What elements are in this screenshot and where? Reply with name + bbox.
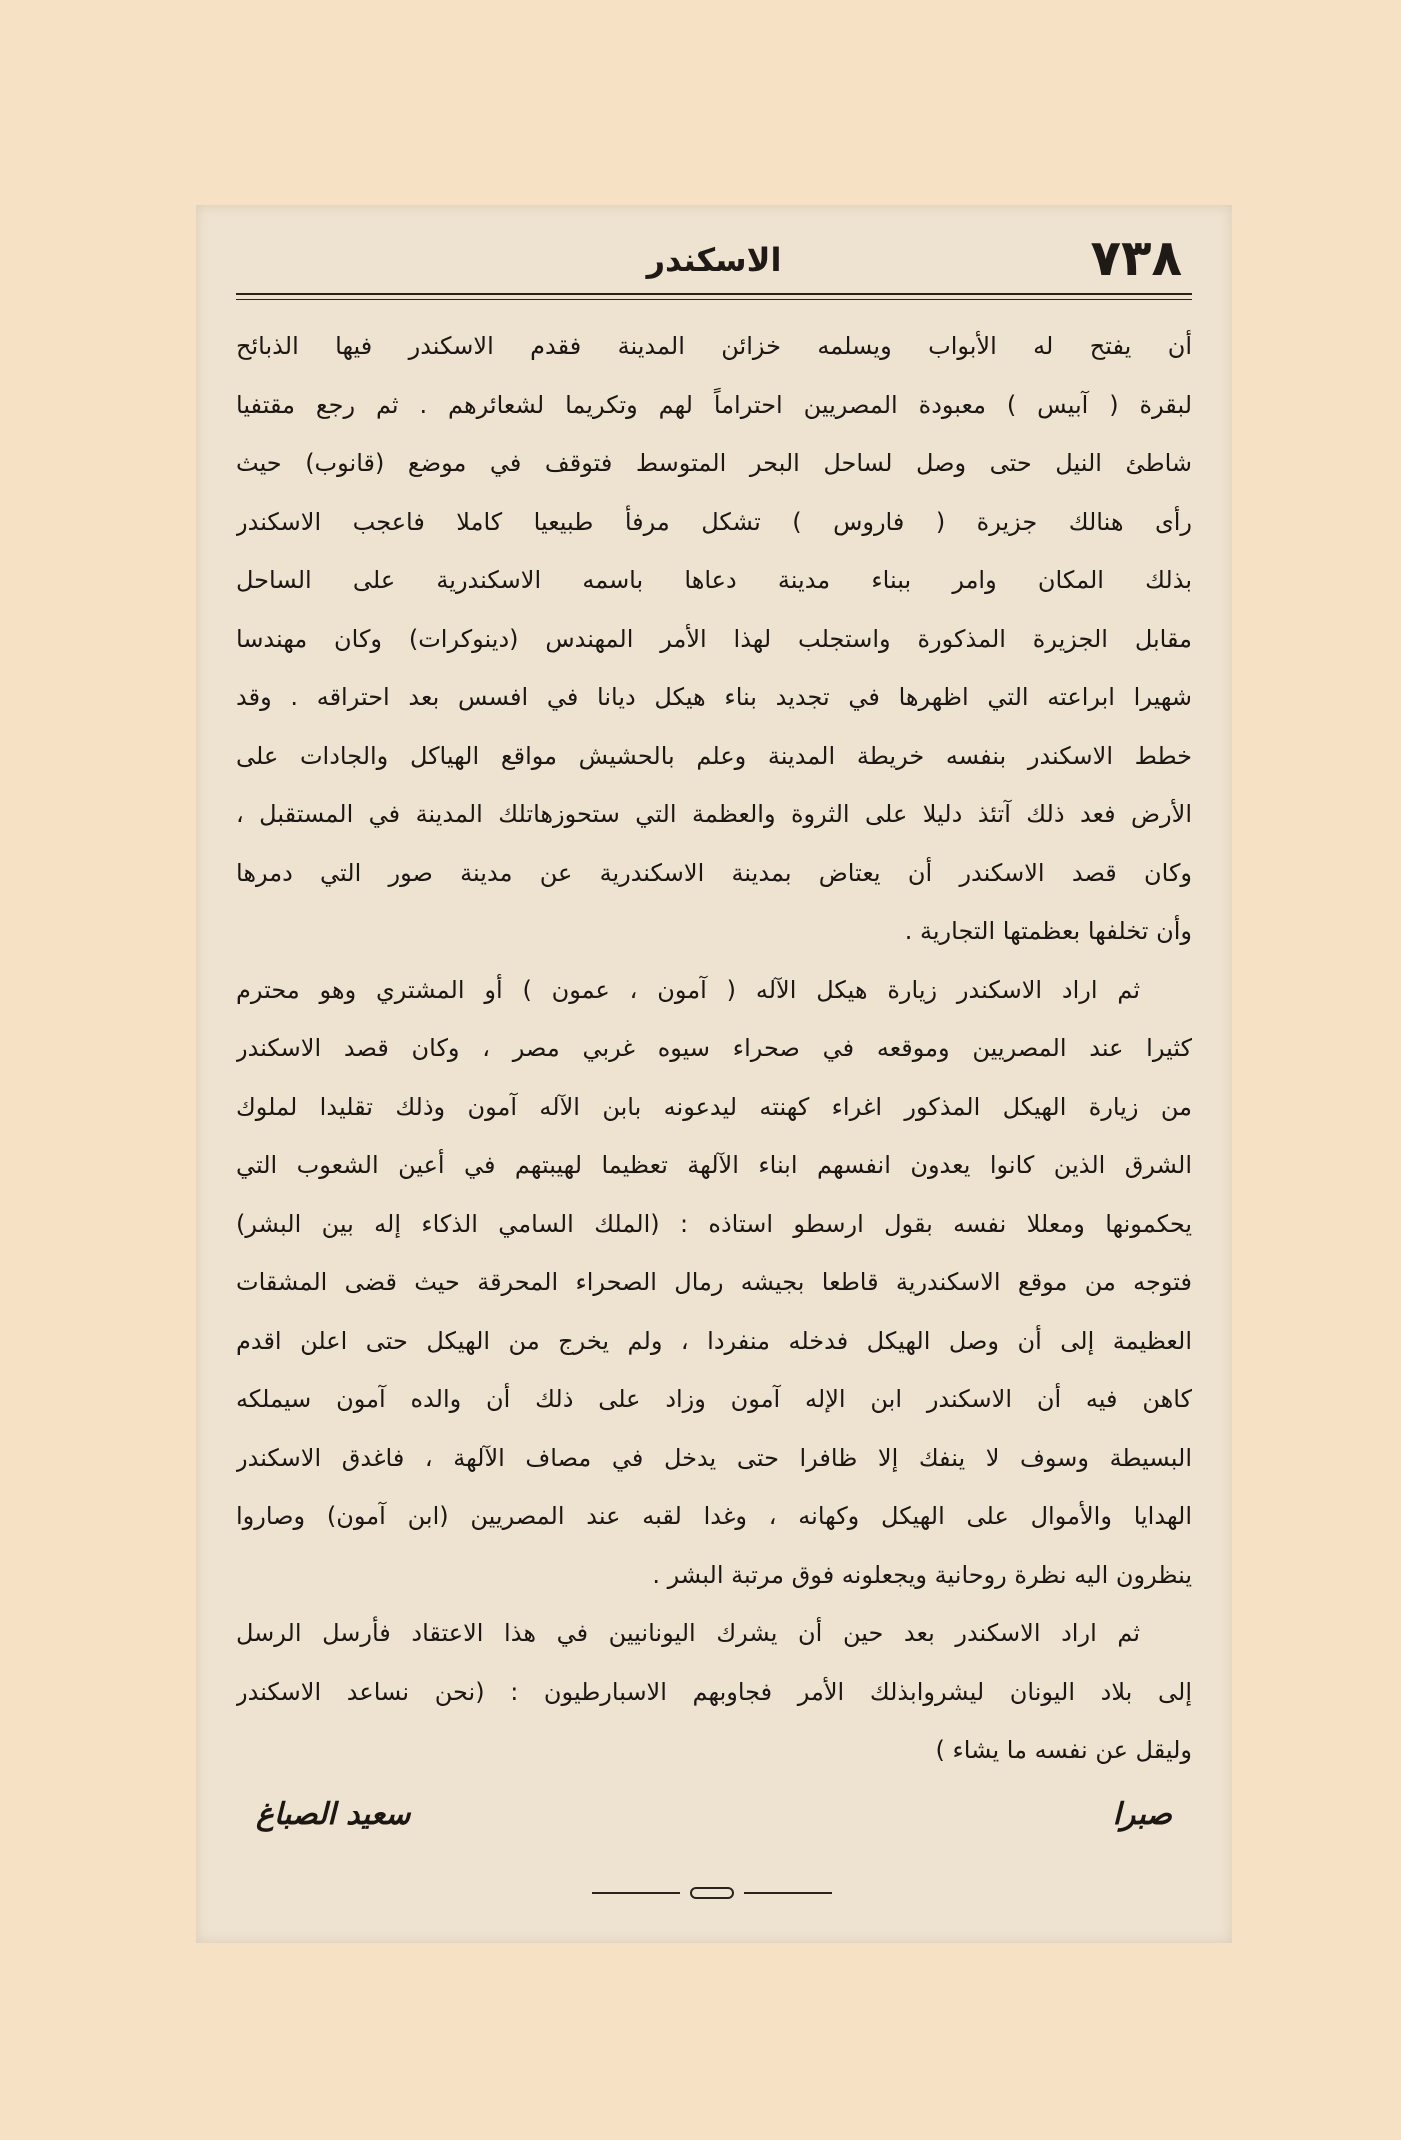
- running-title: الاسكندر: [646, 241, 782, 279]
- footer-ornament: [592, 1887, 832, 1899]
- text-line: كثيرا عند المصريين وموقعه في صحراء سيوه غربي مصر ، وكان قصد الاسكندر: [236, 1034, 1192, 1062]
- body-text: [236, 317, 1192, 1780]
- text-line: البسيطة وسوف لا ينفك إلا ظافرا حتى يدخل في مصاف الآلهة ، فاغدق الاسكندر: [236, 1443, 1192, 1472]
- text-line: شاطئ النيل حتى وصل لساحل البحر المتوسط فتوقف في موضع (قانوب) حيث: [236, 449, 1192, 477]
- text-line: وأن تخلفها بعظمتها التجارية .: [904, 917, 1192, 945]
- text-line: ينظرون اليه نظرة روحانية ويجعلونه فوق مرتبة البشر .: [652, 1560, 1192, 1589]
- author-signature: سعيد الصباغ: [256, 1797, 411, 1832]
- text-line: كاهن فيه أن الاسكندر ابن الإله آمون وزاد على ذلك أن والده آمون سيملكه: [236, 1385, 1192, 1413]
- continued-note: صبرا: [1112, 1797, 1172, 1832]
- text-line: من زيارة الهيكل المذكور اغراء كهنته ليدعونه بابن الآله آمون وذلك تقليدا لملوك: [236, 1092, 1192, 1121]
- book-page: [196, 205, 1232, 1943]
- text-line: رأى هنالك جزيرة ( فاروس ) تشكل مرفأ طبيعيا كاملا فاعجب الاسكندر: [236, 507, 1192, 536]
- signature-line: [256, 1797, 1172, 1857]
- text-line: مقابل الجزيرة المذكورة واستجلب لهذا الأمر المهندس (دينوكرات) وكان مهندسا: [236, 624, 1192, 653]
- text-line: ثم اراد الاسكندر بعد حين أن يشرك اليونانيين في هذا الاعتقاد فأرسل الرسل: [236, 1619, 1140, 1647]
- text-line: يحكمونها ومعللا نفسه بقول ارسطو استاذه : (الملك السامي الذكاء إله بين البشر): [236, 1209, 1192, 1238]
- header-rule: [236, 293, 1192, 300]
- text-line: وكان قصد الاسكندر أن يعتاض بمدينة الاسكندرية عن مدينة صور التي دمرها: [236, 858, 1192, 887]
- text-line: إلى بلاد اليونان ليشروابذلك الأمر فجاوبهم الاسبارطيون : (نحن نساعد الاسكندر: [236, 1677, 1192, 1706]
- page-header: [236, 223, 1192, 303]
- ornament-bar-right: [744, 1892, 832, 1894]
- ornament-knot: [690, 1887, 734, 1899]
- text-line: فتوجه من موقع الاسكندرية قاطعا بجيشه رمال الصحراء المحرقة حيث قضى المشقات: [236, 1268, 1192, 1296]
- text-line: ثم اراد الاسكندر زيارة هيكل الآله ( آمون ، عمون ) أو المشتري وهو محترم: [236, 975, 1140, 1004]
- text-line: بذلك المكان وامر ببناء مدينة دعاها باسمه الاسكندرية على الساحل: [236, 566, 1192, 594]
- text-line: شهيرا ابراعته التي اظهرها في تجديد بناء هيكل ديانا في افسس بعد احتراقه . وقد: [236, 683, 1192, 711]
- text-line: الشرق الذين كانوا يعدون انفسهم ابناء الآلهة تعظيما لهيبتهم في أعين الشعوب التي: [236, 1151, 1192, 1179]
- ornament-bar-left: [592, 1892, 680, 1894]
- page-number: ٧٣٨: [1090, 229, 1182, 287]
- text-line: الهدايا والأموال على الهيكل وكهانه ، وغدا لقبه عند المصريين (ابن آمون) وصاروا: [236, 1502, 1192, 1530]
- text-line: الأرض فعد ذلك آتئذ دليلا على الثروة والعظمة التي ستحوزهاتلك المدينة في المستقبل ،: [236, 800, 1192, 828]
- text-line: أن يفتح له الأبواب ويسلمه خزائن المدينة فقدم الاسكندر فيها الذبائح: [236, 332, 1192, 360]
- text-line: وليقل عن نفسه ما يشاء ): [935, 1736, 1192, 1764]
- text-line: العظيمة إلى أن وصل الهيكل فدخله منفردا ، ولم يخرج من الهيكل حتى اعلن اقدم: [236, 1326, 1192, 1355]
- text-line: خطط الاسكندر بنفسه خريطة المدينة وعلم بالحشيش مواقع الهياكل والجادات على: [236, 741, 1192, 770]
- text-line: لبقرة ( آبيس ) معبودة المصريين احتراماً لهم وتكريما لشعائرهم . ثم رجع مقتفيا: [236, 390, 1192, 419]
